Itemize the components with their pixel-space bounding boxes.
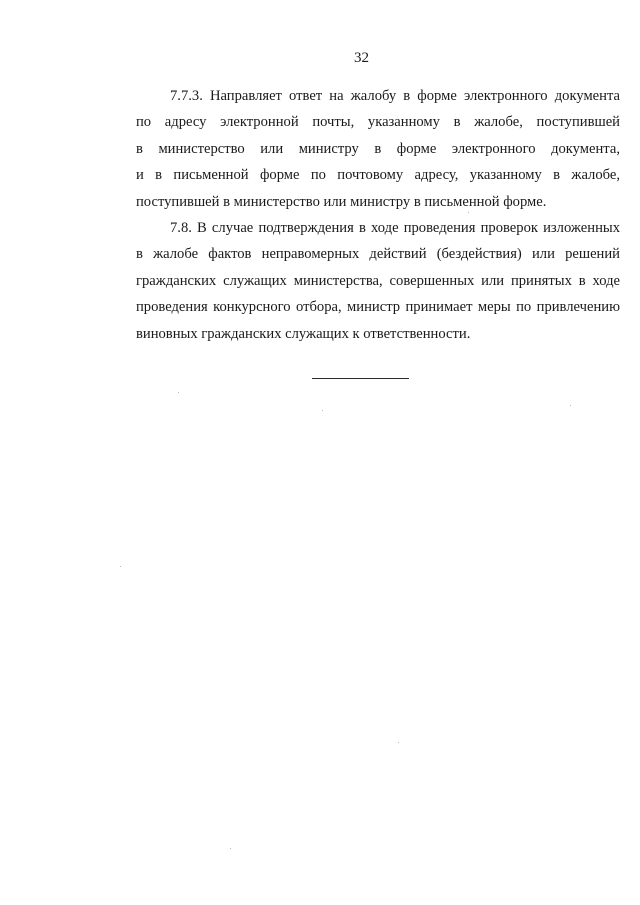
text-line: виновных гражданских служащих к ответственности. bbox=[136, 325, 471, 342]
text-line: в жалобе фактов неправомерных действий (бездействия) или решений bbox=[136, 246, 620, 263]
scan-speck bbox=[322, 410, 323, 411]
text-line: по адресу электронной почты, указанному в жалобе, поступившей bbox=[136, 114, 620, 131]
text-line: 7.7.3. Направляет ответ на жалобу в форме электронного документа bbox=[170, 88, 620, 104]
paragraph-7-7-3 bbox=[102, 83, 620, 215]
text-line: проведения конкурсного отбора, министр принимает меры по привлечению bbox=[136, 299, 620, 316]
scan-speck bbox=[398, 742, 399, 743]
scan-speck bbox=[120, 566, 121, 567]
scan-speck bbox=[178, 392, 179, 393]
text-line: в министерство или министру в форме электронного документа, bbox=[136, 140, 620, 157]
text-line: 7.8. В случае подтверждения в ходе проведения проверок изложенных bbox=[170, 220, 620, 237]
scan-speck bbox=[570, 405, 571, 406]
text-line: поступившей в министерство или министру в письменной форме. bbox=[136, 193, 547, 210]
page-number-text: 32 bbox=[354, 50, 369, 66]
end-divider-line bbox=[312, 378, 409, 379]
text-line: и в письменной форме по почтовому адресу, указанному в жалобе, bbox=[136, 167, 620, 184]
scan-speck bbox=[468, 212, 469, 213]
scan-speck bbox=[230, 848, 231, 849]
text-line: гражданских служащих министерства, совершенных или принятых в ходе bbox=[136, 272, 620, 289]
document-body bbox=[102, 83, 620, 347]
paragraph-7-8 bbox=[102, 215, 620, 347]
